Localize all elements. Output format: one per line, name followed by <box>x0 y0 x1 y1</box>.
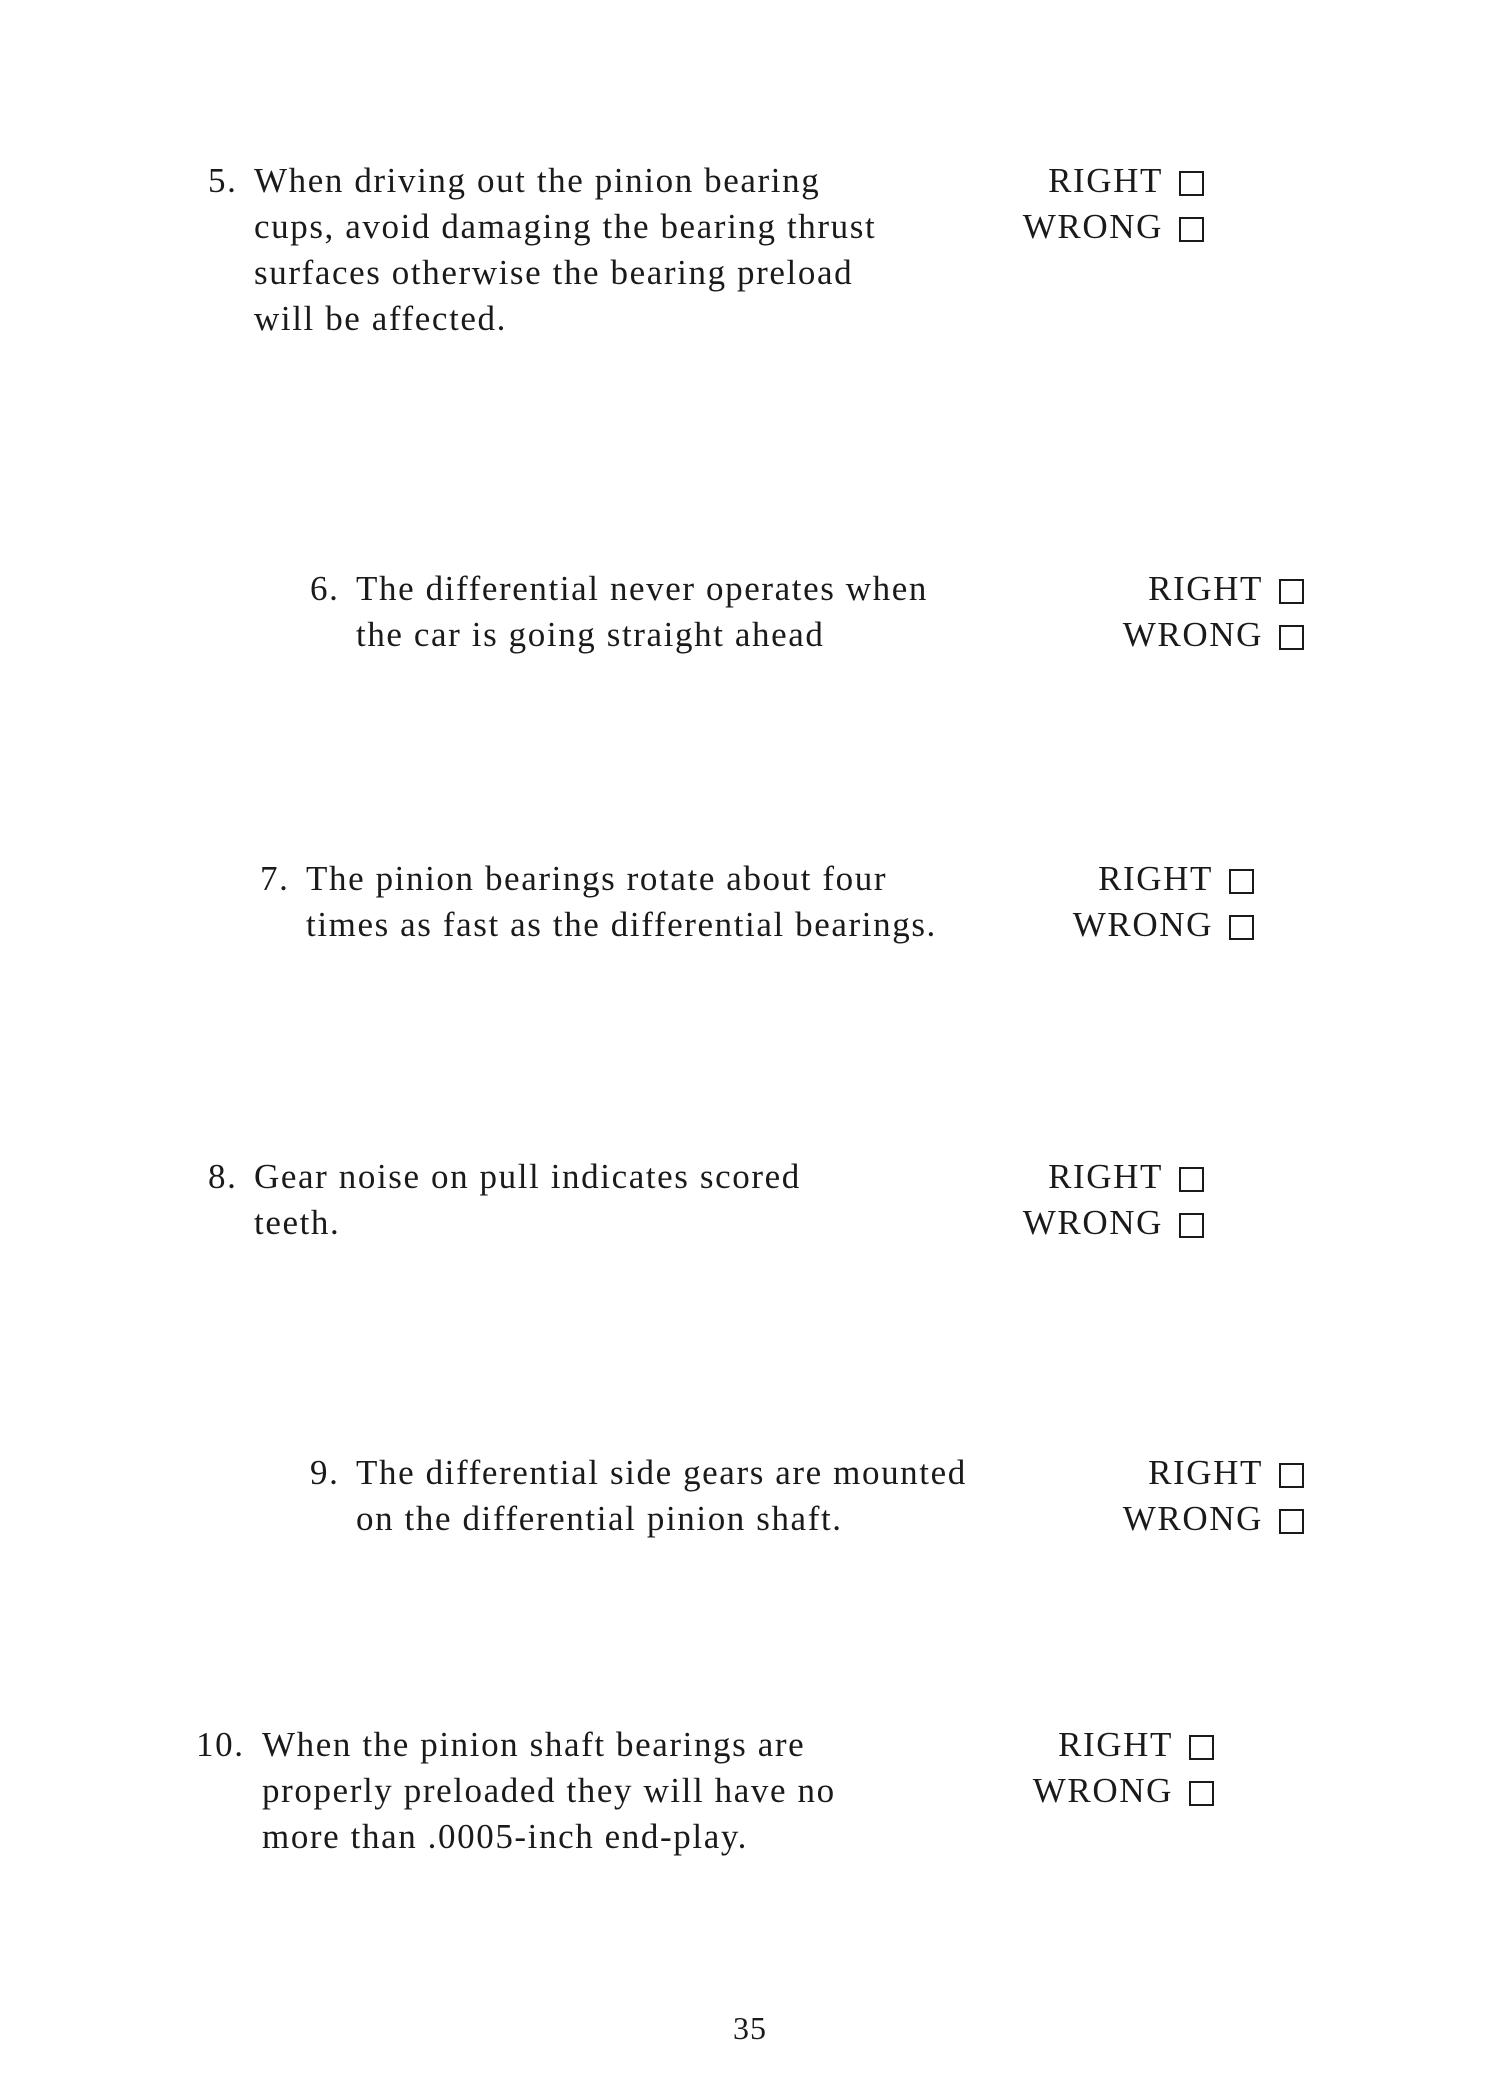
right-checkbox[interactable] <box>1189 1735 1214 1760</box>
right-label: RIGHT <box>1048 1157 1163 1196</box>
wrong-label: WRONG <box>1072 905 1213 944</box>
question-number: 10. <box>196 1725 245 1764</box>
wrong-checkbox[interactable] <box>1179 217 1204 242</box>
question-number: 8. <box>208 1157 238 1196</box>
answer-options <box>970 1154 1204 1246</box>
wrong-label: WRONG <box>1032 1771 1173 1810</box>
wrong-checkbox[interactable] <box>1229 915 1254 940</box>
right-checkbox[interactable] <box>1279 579 1304 604</box>
answer-right <box>970 158 1204 204</box>
right-label: RIGHT <box>1148 1453 1263 1492</box>
answer-right <box>980 1722 1214 1768</box>
page-number: 35 <box>733 2010 767 2046</box>
answer-options <box>1070 1450 1304 1542</box>
answer-options <box>1020 856 1254 948</box>
question-line: times as fast as the differential bearings. <box>306 905 937 944</box>
right-label: RIGHT <box>1048 161 1163 200</box>
question-text <box>262 1722 836 1860</box>
answer-options <box>980 1722 1214 1814</box>
answer-wrong <box>1070 1496 1304 1542</box>
wrong-label: WRONG <box>1122 615 1263 654</box>
answer-right <box>1070 566 1304 612</box>
question-number: 9. <box>310 1453 340 1492</box>
answer-wrong <box>970 1200 1204 1246</box>
question-line: When the pinion shaft bearings are <box>262 1725 806 1764</box>
question-line: on the differential pinion shaft. <box>356 1499 843 1538</box>
question-line: cups, avoid damaging the bearing thrust <box>254 207 877 246</box>
right-checkbox[interactable] <box>1179 1167 1204 1192</box>
answer-options <box>970 158 1204 250</box>
answer-options <box>1070 566 1304 658</box>
answer-wrong <box>1020 902 1254 948</box>
question-line: surfaces otherwise the bearing preload <box>254 253 854 292</box>
wrong-checkbox[interactable] <box>1189 1781 1214 1806</box>
wrong-label: WRONG <box>1022 1203 1163 1242</box>
wrong-checkbox[interactable] <box>1279 1509 1304 1534</box>
question-number: 6. <box>310 569 340 608</box>
answer-right <box>970 1154 1204 1200</box>
question-line: Gear noise on pull indicates scored <box>254 1157 801 1196</box>
right-checkbox[interactable] <box>1179 171 1204 196</box>
right-label: RIGHT <box>1098 859 1213 898</box>
question-line: properly preloaded they will have no <box>262 1771 836 1810</box>
question-text <box>306 856 937 948</box>
wrong-checkbox[interactable] <box>1279 625 1304 650</box>
answer-right <box>1020 856 1254 902</box>
right-checkbox[interactable] <box>1229 869 1254 894</box>
wrong-label: WRONG <box>1022 207 1163 246</box>
question-line: The pinion bearings rotate about four <box>306 859 888 898</box>
question-text <box>356 566 928 658</box>
answer-right <box>1070 1450 1304 1496</box>
wrong-label: WRONG <box>1122 1499 1263 1538</box>
question-line: will be affected. <box>254 299 507 338</box>
question-text <box>254 1154 801 1246</box>
answer-wrong <box>1070 612 1304 658</box>
question-line: teeth. <box>254 1203 341 1242</box>
answer-wrong <box>980 1768 1214 1814</box>
question-line: the car is going straight ahead <box>356 615 825 654</box>
question-line: The differential never operates when <box>356 569 928 608</box>
question-line: When driving out the pinion bearing <box>254 161 821 200</box>
question-text <box>356 1450 967 1542</box>
answer-wrong <box>970 204 1204 250</box>
right-label: RIGHT <box>1148 569 1263 608</box>
right-checkbox[interactable] <box>1279 1463 1304 1488</box>
question-text <box>254 158 876 342</box>
question-number: 7. <box>260 859 290 898</box>
right-label: RIGHT <box>1058 1725 1173 1764</box>
question-line: The differential side gears are mounted <box>356 1453 967 1492</box>
wrong-checkbox[interactable] <box>1179 1213 1204 1238</box>
question-number: 5. <box>208 161 238 200</box>
question-line: more than .0005-inch end-play. <box>262 1817 749 1856</box>
